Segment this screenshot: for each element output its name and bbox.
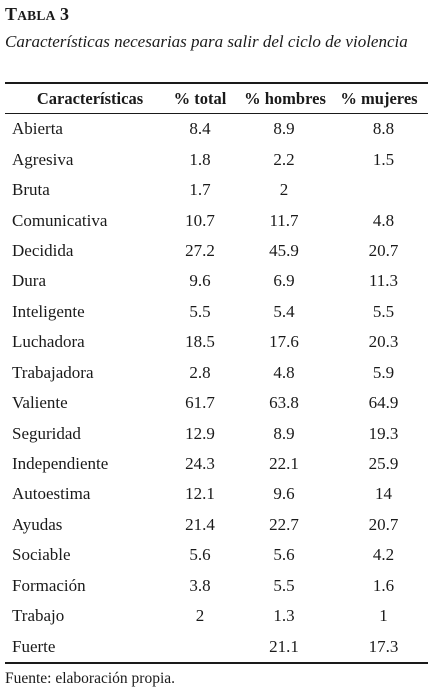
- cell-caracteristica: Seguridad: [12, 423, 81, 443]
- cell-mujeres: 1: [379, 606, 388, 626]
- table-row: [5, 479, 428, 509]
- bottom-rule: [5, 662, 428, 664]
- cell-total: 12.9: [185, 423, 215, 443]
- cell-total: 5.5: [189, 301, 211, 321]
- cell-total: 1.8: [189, 149, 211, 169]
- table-row: [5, 144, 428, 174]
- table-row: [5, 449, 428, 479]
- cell-mujeres: 5.9: [372, 362, 395, 382]
- cell-hombres: 8.9: [273, 423, 295, 443]
- cell-caracteristica: Decidida: [12, 240, 74, 260]
- cell-mujeres: 5.5: [372, 301, 395, 321]
- cell-caracteristica: Trabajadora: [12, 362, 94, 382]
- cell-caracteristica: Luchadora: [12, 332, 85, 352]
- cell-hombres: 17.6: [269, 332, 299, 352]
- cell-caracteristica: Dura: [12, 271, 46, 291]
- cell-total: 2.8: [189, 362, 211, 382]
- cell-caracteristica: Abierta: [12, 119, 63, 139]
- cell-total: 21.4: [185, 514, 215, 534]
- header-total: % total: [173, 89, 227, 108]
- cell-caracteristica: Fuerte: [12, 636, 56, 656]
- table-row: [5, 358, 428, 388]
- cell-total: 27.2: [185, 240, 215, 260]
- cell-hombres: 5.6: [273, 545, 295, 565]
- cell-mujeres: 8.8: [372, 119, 395, 139]
- cell-hombres: 6.9: [273, 271, 295, 291]
- cell-hombres: 45.9: [269, 240, 299, 260]
- cell-total: 24.3: [185, 454, 215, 474]
- cell-caracteristica: Valiente: [12, 393, 68, 413]
- cell-total: 3.8: [189, 575, 211, 595]
- table-row: [5, 601, 428, 631]
- cell-hombres: 21.1: [269, 636, 299, 656]
- table-row: [5, 540, 428, 570]
- cell-mujeres: 64.9: [368, 393, 399, 413]
- top-rule: [5, 82, 428, 84]
- table-row: [5, 266, 428, 296]
- cell-hombres: 22.1: [269, 454, 299, 474]
- table-number: 3: [59, 4, 70, 24]
- cell-total: 61.7: [185, 393, 215, 413]
- cell-hombres: 63.8: [269, 393, 299, 413]
- cell-total: 18.5: [185, 332, 215, 352]
- table-row: [5, 631, 428, 661]
- data-table: [5, 114, 428, 662]
- cell-caracteristica: Bruta: [12, 180, 50, 200]
- cell-hombres: 5.5: [273, 575, 295, 595]
- cell-mujeres: [333, 175, 428, 205]
- cell-hombres: 5.4: [273, 301, 295, 321]
- cell-mujeres: 14: [375, 484, 392, 504]
- header-hombres: % hombres: [244, 89, 326, 108]
- cell-hombres: 11.7: [269, 210, 299, 230]
- cell-mujeres: 17.3: [368, 636, 399, 656]
- cell-mujeres: 20.7: [368, 240, 399, 260]
- cell-total: 1.7: [189, 180, 211, 200]
- table-title-smallcaps: ABLA: [17, 8, 56, 23]
- cell-caracteristica: Autoestima: [12, 484, 91, 504]
- cell-mujeres: 25.9: [368, 454, 399, 474]
- header-caracteristicas: Características: [36, 89, 144, 108]
- cell-hombres: 22.7: [269, 514, 299, 534]
- cell-hombres: 4.8: [273, 362, 295, 382]
- cell-hombres: 1.3: [273, 606, 295, 626]
- cell-total: 12.1: [185, 484, 215, 504]
- table-row: [5, 205, 428, 235]
- table-body: [5, 114, 428, 662]
- cell-hombres: 2.2: [273, 149, 295, 169]
- cell-caracteristica: Independiente: [12, 454, 109, 474]
- cell-mujeres: 20.3: [368, 332, 399, 352]
- table-title: [5, 4, 69, 25]
- table-row: [5, 571, 428, 601]
- cell-caracteristica: Comunicativa: [12, 210, 108, 230]
- cell-hombres: 2: [279, 180, 289, 200]
- table-row: [5, 236, 428, 266]
- cell-mujeres: 11.3: [368, 271, 399, 291]
- cell-total: 10.7: [185, 210, 215, 230]
- cell-caracteristica: Formación: [12, 575, 86, 595]
- cell-caracteristica: Agresiva: [12, 149, 74, 169]
- cell-mujeres: 20.7: [368, 514, 399, 534]
- table-row: [5, 388, 428, 418]
- cell-total: 5.6: [189, 545, 211, 565]
- table-row: [5, 297, 428, 327]
- cell-mujeres: 4.8: [372, 210, 395, 230]
- cell-caracteristica: Trabajo: [12, 606, 65, 626]
- table-row: [5, 327, 428, 357]
- cell-mujeres: 19.3: [368, 423, 399, 443]
- cell-hombres: 8.9: [273, 119, 295, 139]
- cell-caracteristica: Ayudas: [12, 514, 63, 534]
- header-mujeres: % mujeres: [340, 89, 418, 108]
- cell-total: 8.4: [189, 119, 211, 139]
- cell-caracteristica: Sociable: [12, 545, 71, 565]
- cell-mujeres: 1.5: [372, 149, 395, 169]
- table-row: [5, 114, 428, 144]
- cell-mujeres: 1.6: [372, 575, 395, 595]
- cell-total: 2: [195, 606, 205, 626]
- cell-total: [165, 631, 233, 661]
- table-subtitle: Características necesarias para salir del ciclo de violencia: [5, 32, 408, 51]
- table-title-initial: T: [5, 4, 18, 24]
- cell-hombres: 9.6: [273, 484, 295, 504]
- cell-mujeres: 4.2: [372, 545, 395, 565]
- cell-total: 9.6: [189, 271, 211, 291]
- table-row: [5, 510, 428, 540]
- table-row: [5, 175, 428, 205]
- table-row: [5, 418, 428, 448]
- source-note: Fuente: elaboración propia.: [5, 670, 176, 687]
- cell-caracteristica: Inteligente: [12, 301, 85, 321]
